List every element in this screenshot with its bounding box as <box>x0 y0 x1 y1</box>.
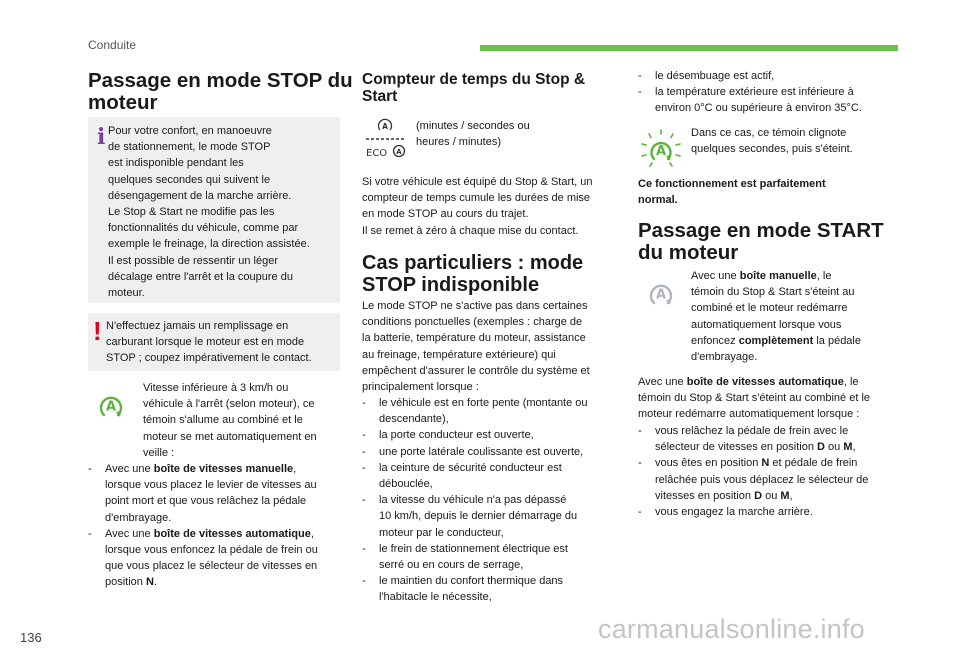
eco-counter-icon <box>364 116 408 162</box>
list-item: - Avec une boîte de vitesses automatique, lorsque vous enfoncez la pédale de frein ou que vous placez le sélecteur de vitesses en position N. <box>88 526 344 591</box>
watermark: carmanualsonline.info <box>598 614 865 644</box>
svg-text:A: A <box>655 287 667 303</box>
title-stop-mode: Passage en mode STOP du moteur <box>88 69 353 114</box>
section-label: Conduite <box>88 38 137 52</box>
warning-box-text: N'effectuez jamais un remplissage en carburant lorsque le moteur est en mode STOP ; coupez impérativement le contact. <box>106 320 312 365</box>
manual-gearbox-text: Avec une boîte manuelle, le témoin du Stop & Start s'éteint au combiné et le moteur redémarre automatiquement lorsque vous enfoncez complètement la pédale d'embrayage. <box>691 270 861 364</box>
stop-start-indicator-green-icon <box>96 393 126 419</box>
warning-box <box>88 313 340 371</box>
normal-operation-note: Ce fonctionnement est parfaitement normal. <box>638 178 826 207</box>
stop-conditions-list <box>88 461 344 591</box>
eco-label: ECO <box>366 148 388 159</box>
counter-paragraph: Si votre véhicule est équipé du Stop & Start, un compteur de temps cumule les durées de mise en mode STOP au cours du trajet. Il se remet à zéro à chaque mise du contact. <box>362 176 593 237</box>
warning-icon: ! <box>93 316 102 346</box>
list-item: - une porte latérale coulissante est ouverte, <box>362 444 624 460</box>
section-accent-bar <box>480 45 898 51</box>
info-box <box>88 117 340 303</box>
list-item: - vous êtes en position N et pédale de frein relâchée puis vous déplacez le sélecteur de vitesses en position D ou M, <box>638 455 902 504</box>
list-item: - vous relâchez la pédale de frein avec le sélecteur de vitesses en position D ou M, <box>638 423 902 455</box>
stop-unavailable-list <box>362 395 624 606</box>
title-start-mode: Passage en mode START du moteur <box>638 219 884 264</box>
list-item: - la porte conducteur est ouverte, <box>362 427 624 443</box>
list-item: - Avec une boîte de vitesses manuelle, lorsque vous placez le levier de vitesses au point mort et que vous relâchez la pédale d'embrayage. <box>88 461 344 526</box>
svg-text:A: A <box>382 122 388 131</box>
stop-start-indicator-off-icon <box>646 281 676 307</box>
list-item: - le frein de stationnement électrique est serré ou en cours de serrage, <box>362 541 624 573</box>
title-special-cases: Cas particuliers : mode STOP indisponible <box>362 252 584 296</box>
list-item: - la température extérieure est inférieure à environ 0°C ou supérieure à environ 35°C. <box>638 84 900 116</box>
stop-start-indicator-blinking-icon <box>640 128 682 170</box>
list-item: - le véhicule est en forte pente (montante ou descendante), <box>362 395 624 427</box>
info-box-text: Pour votre confort, en manoeuvre de stationnement, le mode STOP est indisponible pendant les quelques secondes qui suivent le désengagement de la marche arrière. Le Stop & Start ne modifie pas les fonctionnalités du véhicule, comme par exemple le freinage, la direction assistée. Il est possible de ressentir un léger décalage entre l'arrêt et la coupure du moteur. <box>108 125 310 300</box>
list-item: - la ceinture de sécurité conducteur est débouclée, <box>362 460 624 492</box>
indicator-blink-text: Dans ce cas, ce témoin clignote quelques secondes, puis s'éteint. <box>691 127 853 156</box>
list-item: - le désembuage est actif, <box>638 68 900 84</box>
svg-text:A: A <box>105 399 117 415</box>
list-item: - vous engagez la marche arrière. <box>638 504 902 520</box>
page-number: 136 <box>20 630 42 645</box>
info-icon: i <box>97 124 106 150</box>
list-item: - le maintien du confort thermique dans l'habitacle le nécessite, <box>362 573 624 605</box>
indicator-on-text: Vitesse inférieure à 3 km/h ou véhicule à l'arrêt (selon moteur), ce témoin s'allume au combiné et le moteur se met automatiquement en veille : <box>143 382 317 459</box>
special-cases-intro: Le mode STOP ne s'active pas dans certaines conditions ponctuelles (exemples : charge de la batterie, température du moteur, assistance au freinage, température extérieure) qui empêchent d'assurer le contrôle du système et principalement lorsque : <box>362 300 590 394</box>
svg-text:A: A <box>655 144 667 159</box>
svg-text:A: A <box>396 148 402 156</box>
eco-counter-units: (minutes / secondes ou heures / minutes) <box>416 120 530 149</box>
start-conditions-list <box>638 423 902 520</box>
list-item: - la vitesse du véhicule n'a pas dépassé 10 km/h, depuis le dernier démarrage du moteur par le conducteur, <box>362 492 624 541</box>
automatic-gearbox-text: Avec une boîte de vitesses automatique, le témoin du Stop & Start s'éteint au combiné et le moteur redémarre automatiquement lorsque : <box>638 376 871 421</box>
stop-unavailable-list-continued <box>638 68 900 117</box>
title-stop-start-counter: Compteur de temps du Stop & Start <box>362 71 586 105</box>
